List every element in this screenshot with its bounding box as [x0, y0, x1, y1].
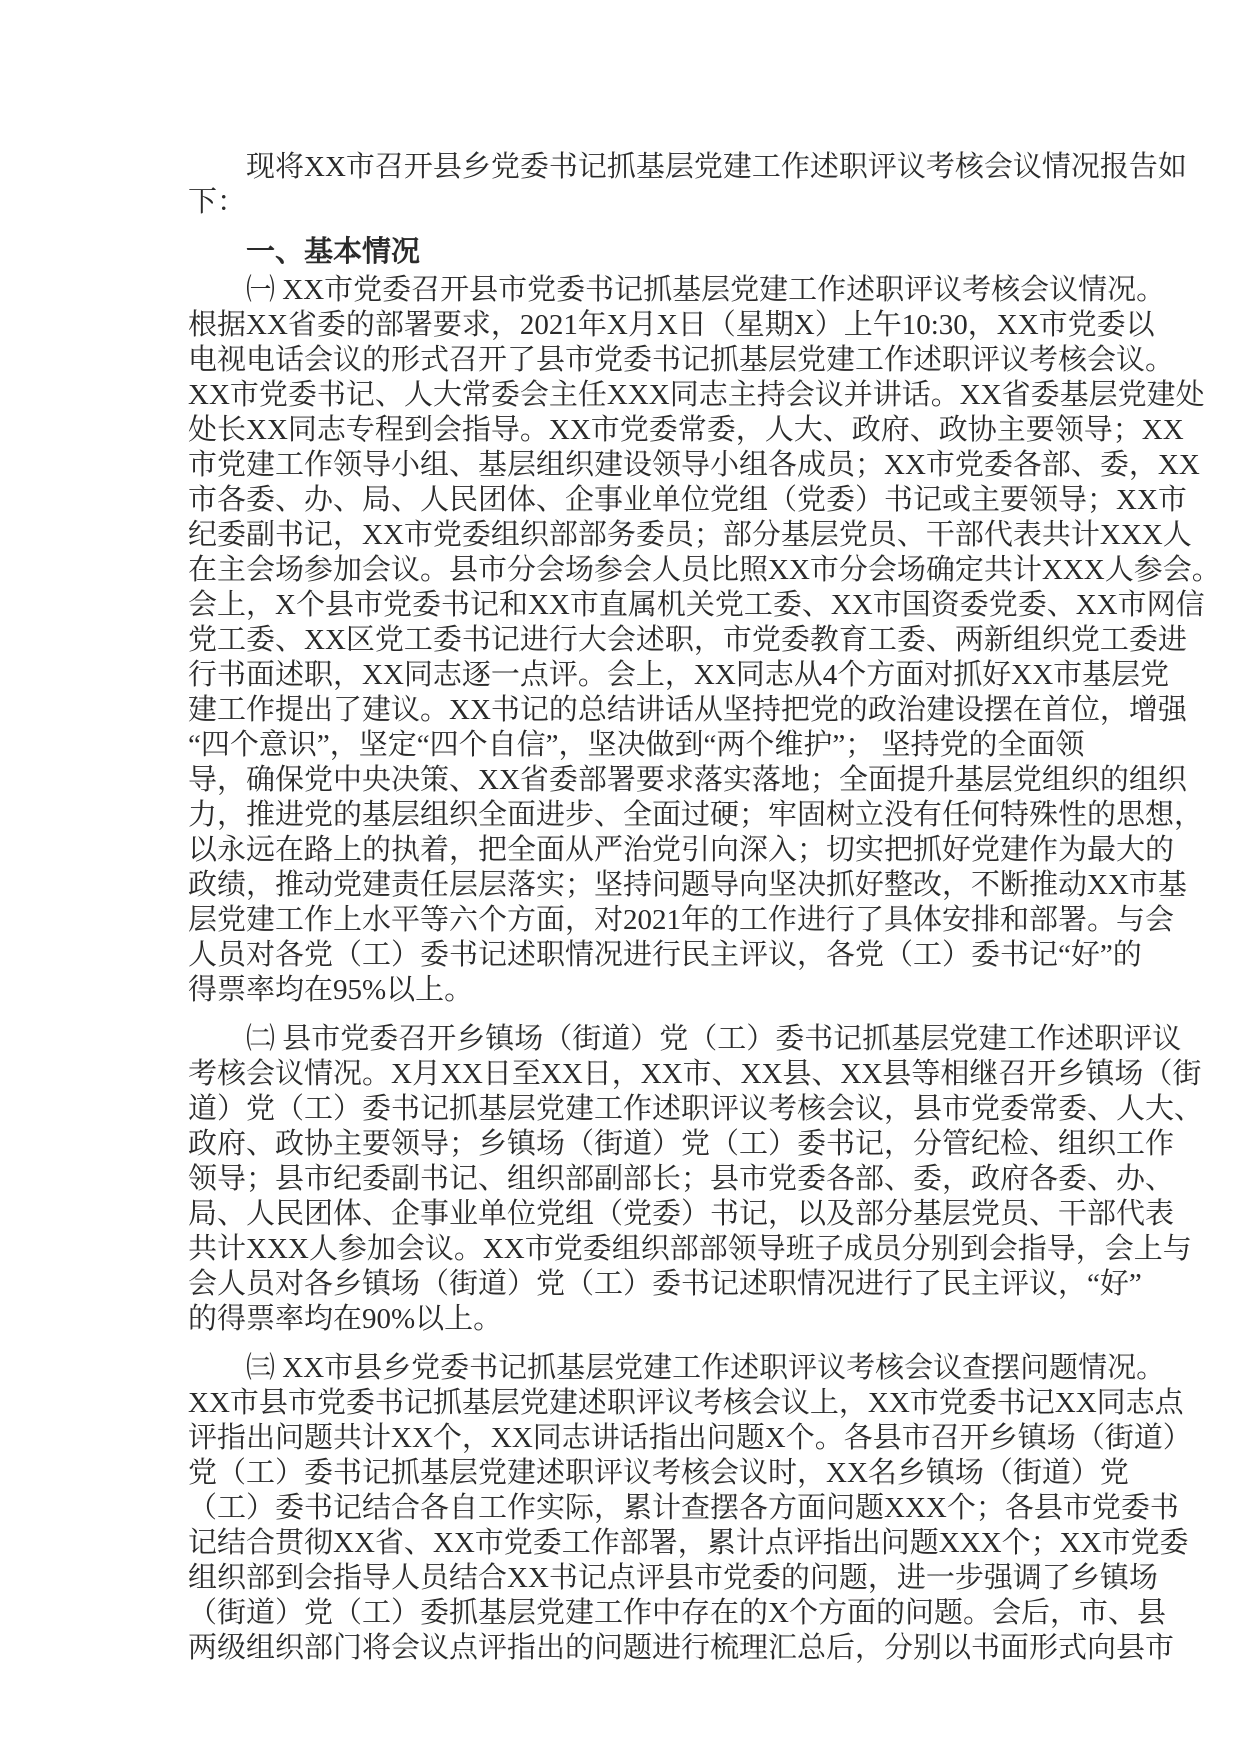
- paragraph-3: [188, 1351, 1192, 1666]
- text-line: 以永远在路上的执着，把全面从严治党引向深入；切实把抓好党建作为最大的: [188, 834, 1175, 866]
- text-line: 现将XX市召开县乡党委书记抓基层党建工作述职评议考核会议情况报告如: [246, 151, 1187, 183]
- text-line: （工）委书记结合各自工作实际，累计查摆各方面问题XXX个；各县市党委书: [188, 1492, 1179, 1524]
- text-line: 会人员对各乡镇场（街道）党（工）委书记述职情况进行了民主评议，“好”: [188, 1268, 1142, 1300]
- text-line: 根据XX省委的部署要求，2021年X月X日（星期X）上午10:30，XX市党委以: [188, 309, 1155, 341]
- text-line: 两级组织部门将会议点评指出的问题进行梳理汇总后，分别以书面形式向县市: [188, 1632, 1175, 1664]
- text-line: XX市县市党委书记抓基层党建述职评议考核会议上，XX市党委书记XX同志点: [188, 1387, 1184, 1419]
- text-line: 党（工）委书记抓基层党建述职评议考核会议时，XX名乡镇场（街道）党: [188, 1457, 1129, 1489]
- text-line: 记结合贯彻XX省、XX市党委工作部署，累计点评指出问题XXX个；XX市党委: [188, 1527, 1189, 1559]
- text-line: （街道）党（工）委抓基层党建工作中存在的X个方面的问题。会后，市、县: [188, 1597, 1166, 1629]
- text-line: 纪委副书记，XX市党委组织部部务委员；部分基层党员、干部代表共计XXX人: [188, 519, 1192, 551]
- text-line: ㈡ 县市党委召开乡镇场（街道）党（工）委书记抓基层党建工作述职评议: [246, 1023, 1182, 1055]
- text-line: 共计XXX人参加会议。XX市党委组织部部领导班子成员分别到会指导，会上与: [188, 1233, 1192, 1265]
- text-line: 的得票率均在90%以上。: [188, 1303, 503, 1335]
- text-line: 行书面述职，XX同志逐一点评。会上，XX同志从4个方面对抓好XX市基层党: [188, 659, 1170, 691]
- heading-basic-situation: 一、基本情况: [246, 234, 421, 268]
- text-line: 评指出问题共计XX个，XX同志讲话指出问题X个。各县市召开乡镇场（街道）: [188, 1422, 1192, 1454]
- text-line: 下：: [188, 186, 247, 218]
- text-line: 会上，X个县市党委书记和XX市直属机关党工委、XX市国资委党委、XX市网信: [188, 589, 1205, 621]
- text-line: 电视电话会议的形式召开了县市党委书记抓基层党建工作述职评议考核会议。: [188, 344, 1175, 376]
- intro-paragraph: [188, 150, 1187, 220]
- text-line: 政府、政协主要领导；乡镇场（街道）党（工）委书记，分管纪检、组织工作: [188, 1128, 1175, 1160]
- text-line: 在主会场参加会议。县市分会场参会人员比照XX市分会场确定共计XXX人参会。: [188, 554, 1221, 586]
- text-line: 建工作提出了建议。XX书记的总结讲话从坚持把党的政治建设摆在首位，增强: [188, 694, 1187, 726]
- text-line: 道）党（工）委书记抓基层党建工作述职评议考核会议，县市党委常委、人大、: [188, 1093, 1204, 1125]
- text-line: 组织部到会指导人员结合XX书记点评县市党委的问题，进一步强调了乡镇场: [188, 1562, 1158, 1594]
- text-line: ㈢ XX市县乡党委书记抓基层党建工作述职评议考核会议查摆问题情况。: [246, 1352, 1166, 1384]
- text-line: 政绩，推动党建责任层层落实；坚持问题导向坚决抓好整改，不断推动XX市基: [188, 869, 1187, 901]
- paragraph-1: [188, 273, 1221, 1008]
- text-line: 市各委、办、局、人民团体、企事业单位党组（党委）书记或主要领导；XX市: [188, 484, 1187, 516]
- text-line: 考核会议情况。X月XX日至XX日，XX市、XX县、XX县等相继召开乡镇场（街: [188, 1058, 1202, 1090]
- text-line: 得票率均在95%以上。: [188, 974, 474, 1006]
- text-line: 领导；县市纪委副书记、组织部副部长；县市党委各部、委，政府各委、办、: [188, 1163, 1175, 1195]
- text-line: 市党建工作领导小组、基层组织建设领导小组各成员；XX市党委各部、委，XX: [188, 449, 1200, 481]
- text-line: ㈠ XX市党委召开县市党委书记抓基层党建工作述职评议考核会议情况。: [246, 274, 1166, 306]
- section-heading: [188, 234, 1066, 269]
- paragraph-2: [188, 1022, 1204, 1337]
- text-line: “四个意识”，坚定“四个自信”，坚决做到“两个维护”； 坚持党的全面领: [188, 729, 1085, 761]
- text-line: 党工委、XX区党工委书记进行大会述职，市党委教育工委、两新组织党工委进: [188, 624, 1187, 656]
- document-page: [188, 150, 1221, 1666]
- text-line: 层党建工作上水平等六个方面，对2021年的工作进行了具体安排和部署。与会: [188, 904, 1175, 936]
- text-line: 局、人民团体、企事业单位党组（党委）书记，以及部分基层党员、干部代表: [188, 1198, 1175, 1230]
- text-line: 力，推进党的基层组织全面进步、全面过硬；牢固树立没有任何特殊性的思想，: [188, 799, 1204, 831]
- text-line: 处长XX同志专程到会指导。XX市党委常委，人大、政府、政协主要领导；XX: [188, 414, 1184, 446]
- text-line: 导，确保党中央决策、XX省委部署要求落实落地；全面提升基层党组织的组织: [188, 764, 1187, 796]
- text-line: 人员对各党（工）委书记述职情况进行民主评议，各党（工）委书记“好”的: [188, 939, 1142, 971]
- text-line: XX市党委书记、人大常委会主任XXX同志主持会议并讲话。XX省委基层党建处: [188, 379, 1205, 411]
